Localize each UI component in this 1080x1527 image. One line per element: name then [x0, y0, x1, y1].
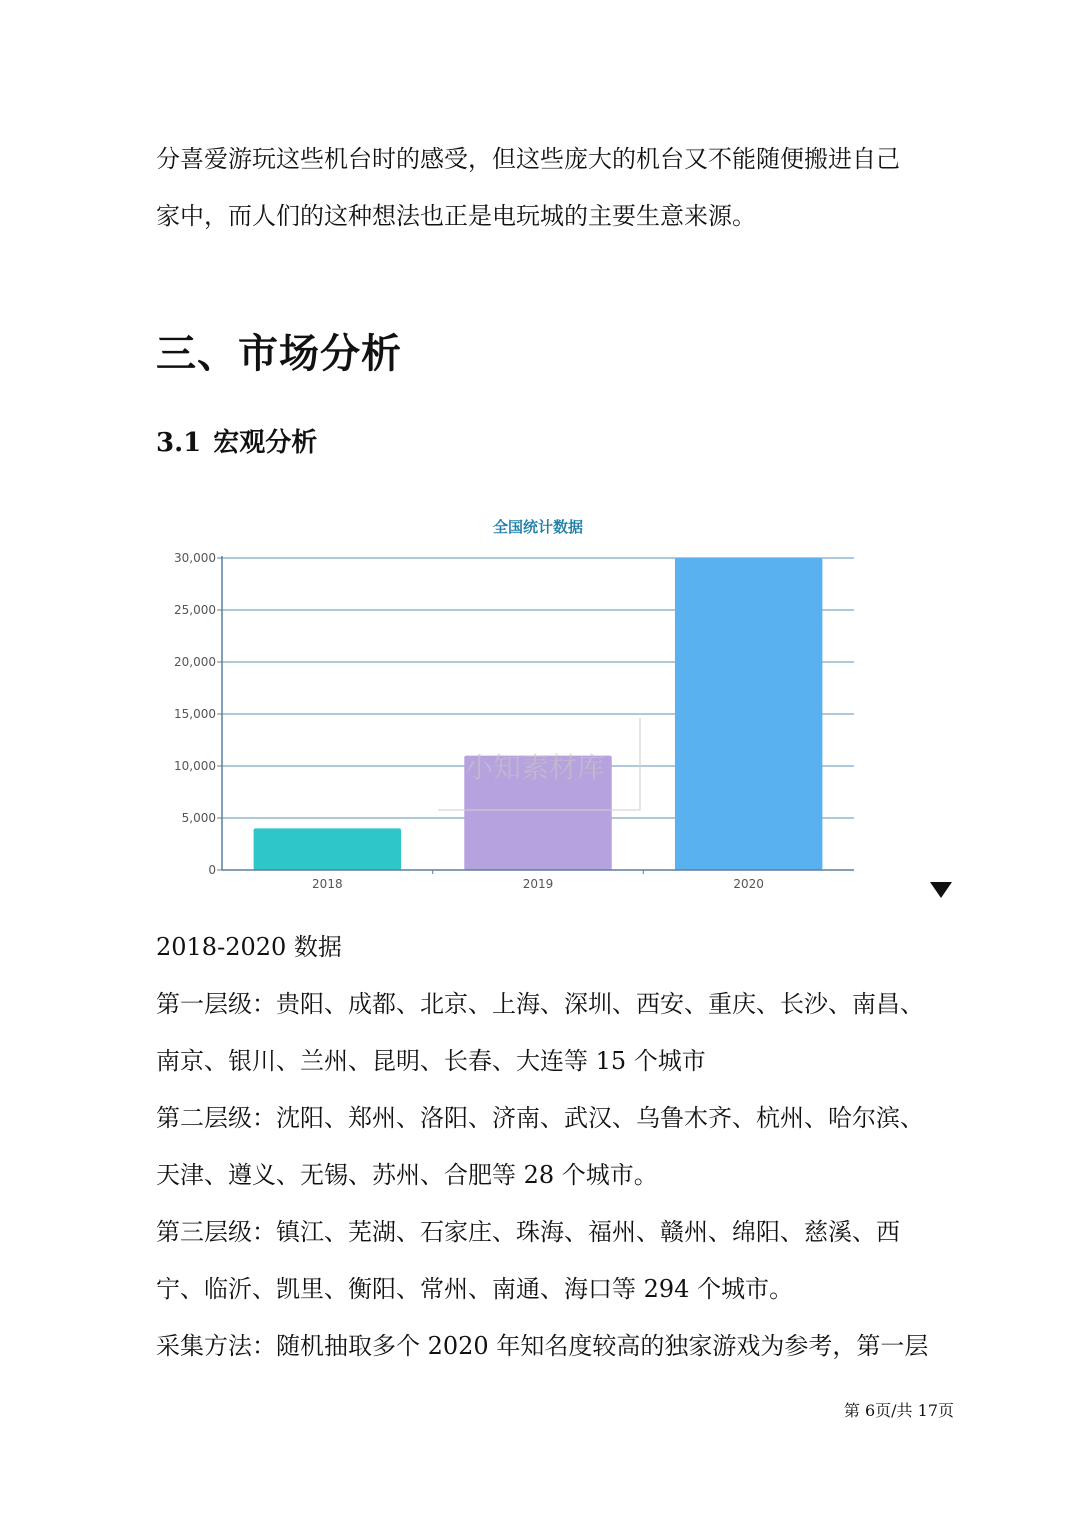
y-tick-label: 5,000: [181, 811, 216, 825]
subsection-title: [156, 422, 317, 459]
method-line: 采集方法：随机抽取多个 2020 年知名度较高的独家游戏为参考，第一层: [156, 1332, 929, 1360]
page-footer: 第 6页/共 17页: [843, 1401, 954, 1420]
data-caption: 2018-2020 数据: [156, 933, 342, 961]
section-title: 三、市场分析: [156, 331, 402, 377]
triangle-down-icon: [930, 882, 952, 898]
bar-2018: [254, 828, 401, 870]
tier1-line-2: 南京、银川、兰州、昆明、长春、大连等 15 个城市: [156, 1047, 706, 1075]
y-tick-label: 15,000: [174, 707, 216, 721]
intro-line-1: 分喜爱游玩这些机台时的感受，但这些庞大的机台又不能随便搬进自己: [156, 145, 900, 173]
national-stats-bar-chart: [150, 505, 870, 895]
y-tick-label: 30,000: [174, 551, 216, 565]
y-tick-label: 10,000: [174, 759, 216, 773]
chart-title: 全国统计数据: [492, 518, 584, 536]
y-tick-label: 25,000: [174, 603, 216, 617]
y-tick-label: 0: [208, 863, 216, 877]
tier1-line-1: 第一层级：贵阳、成都、北京、上海、深圳、西安、重庆、长沙、南昌、: [156, 990, 924, 1018]
x-tick-label: 2018: [312, 877, 343, 891]
x-tick-label: 2019: [522, 877, 554, 891]
tier2-line-2: 天津、遵义、无锡、苏州、合肥等 28 个城市。: [156, 1161, 658, 1189]
tier2-line-1: 第二层级：沈阳、郑州、洛阳、济南、武汉、乌鲁木齐、杭州、哈尔滨、: [156, 1104, 924, 1132]
subsection-text: 宏观分析: [213, 428, 318, 458]
bar-2020: [675, 558, 822, 870]
subsection-number: 3.1: [156, 428, 202, 458]
tier3-line-1: 第三层级：镇江、芜湖、石家庄、珠海、福州、赣州、绵阳、慈溪、西: [156, 1218, 900, 1246]
intro-line-2: 家中，而人们的这种想法也正是电玩城的主要生意来源。: [156, 202, 756, 230]
tier3-line-2: 宁、临沂、凯里、衡阳、常州、南通、海口等 294 个城市。: [156, 1275, 794, 1303]
x-tick-label: 2020: [733, 877, 764, 891]
y-tick-label: 20,000: [174, 655, 216, 669]
watermark-text: 小知素材库: [465, 751, 606, 784]
